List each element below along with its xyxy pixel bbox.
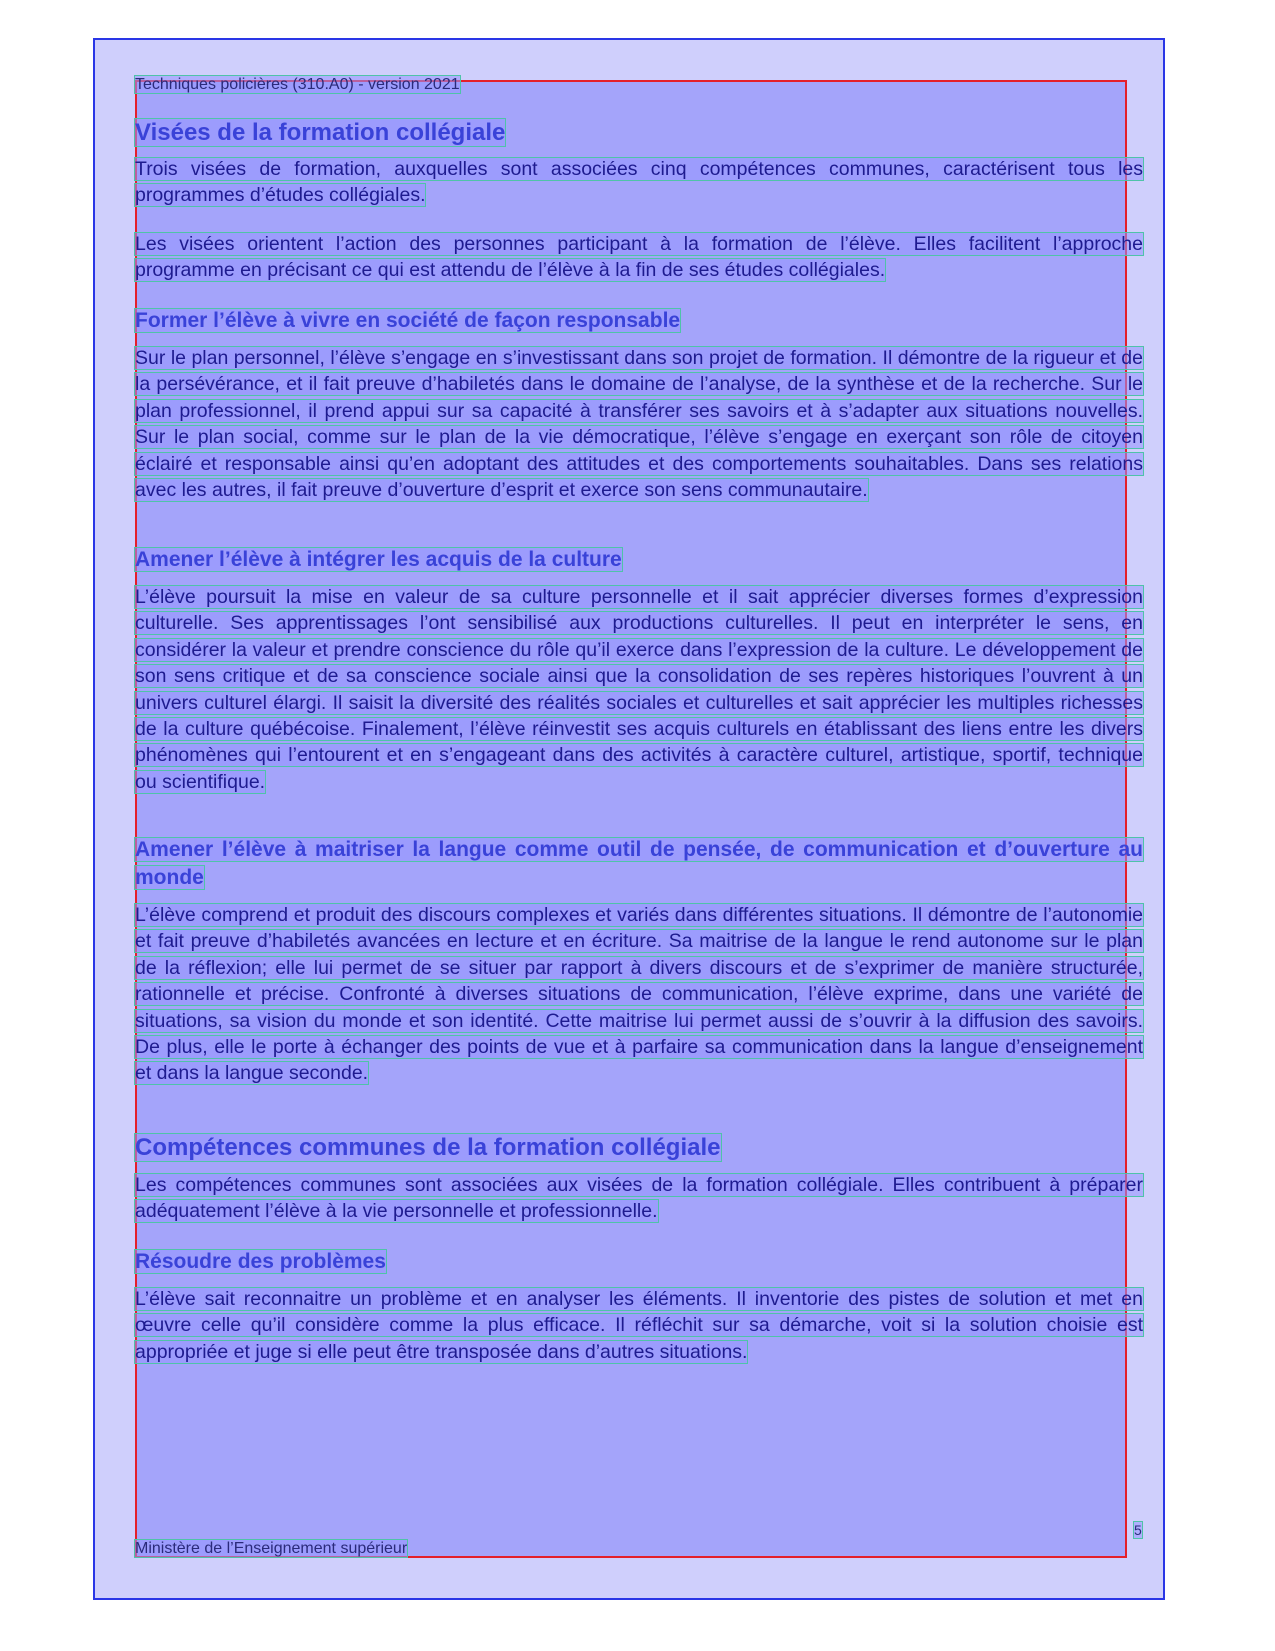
visees-paragraph-1: Trois visées de formation, auxquelles sont associées cinq compétences communes, caractérisent tous les programmes d’études collégiales. [135,158,1143,207]
culture-paragraph: L’élève poursuit la mise en valeur de sa culture personnelle et il sait apprécier diverses formes d’expression culturelle. Ses apprentissages l’ont sensibilisé aux productions culturelles. Il peut en interpréter le sens, en considérer la valeur et prendre conscience du rôle qu’il exerce dans l’expression de la culture. Le développement de son sens critique et de sa conscience sociale ainsi que la consolidation de ses repères historiques l’ouvrent à un univers culturel élargi. Il saisit la diversité des réalités sociales et culturelles et sait apprécier les multiples richesses de la culture québécoise. Finalement, l’élève réinvestit ses acquis culturels en établissant des liens entre les divers phénomènes qui l’entourent et en s’engageant dans des activités à caractère culturel, artistique, sportif, technique ou scientifique. [135,586,1143,793]
competences-heading: Compétences communes de la formation collégiale [135,1134,721,1161]
running-header: Techniques policières (310.A0) - version 2021 [135,76,460,93]
visees-heading: Visées de la formation collégiale [135,119,506,146]
visees-paragraph-2: Les visées orientent l’action des personnes participant à la formation de l’élève. Elles facilitent l’approche programme en précisant ce qui est attendu de l’élève à la fin de ses études collégiales. [135,233,1143,282]
resoudre-heading: Résoudre des problèmes [135,1250,386,1273]
former-paragraph: Sur le plan personnel, l’élève s’engage en s’investissant dans son projet de formation. Il démontre de la rigueur et de la persévérance, et il fait preuve d’habiletés dans le domaine de l’analyse, de la synthèse et de la recherche. Sur le plan professionnel, il prend appui sur sa capacité à transférer ses savoirs et à s’adapter aux situations nouvelles. Sur le plan social, comme sur le plan de la vie démocratique, l’élève s’engage en exerçant son rôle de citoyen éclairé et responsable ainsi qu’en adoptant des attitudes et des comportements souhaitables. Dans ses relations avec les autres, il fait preuve d’ouverture d’esprit et exerce son sens communautaire. [135,347,1143,502]
page-number: 5 [1134,1522,1142,1538]
langue-heading: Amener l’élève à maitriser la langue comme outil de pensée, de communication et d’ouverture au monde [135,838,1143,889]
running-footer: Ministère de l’Enseignement supérieur [135,1540,408,1557]
competences-paragraph: Les compétences communes sont associées aux visées de la formation collégiale. Elles contribuent à préparer adéquatement l’élève à la vie personnelle et professionnelle. [135,1174,1143,1223]
resoudre-paragraph: L’élève sait reconnaitre un problème et en analyser les éléments. Il inventorie des pistes de solution et met en œuvre celle qu’il considère comme la plus efficace. Il réfléchit sur sa démarche, voit si la solution choisie est appropriée et juge si elle peut être transposée dans d’autres situations. [135,1288,1143,1363]
langue-paragraph: L’élève comprend et produit des discours complexes et variés dans différentes situations. Il démontre de l’autonomie et fait preuve d’habiletés avancées en lecture et en écriture. Sa maitrise de la langue le rend autonome sur le plan de la réflexion; elle lui permet de se situer par rapport à divers discours et de s’exprimer de manière structurée, rationnelle et précise. Confronté à diverses situations de communication, l’élève exprime, dans une variété de situations, sa vision du monde et son identité. Cette maitrise lui permet aussi de s’ouvrir à la diffusion des savoirs. De plus, elle le porte à échanger des points de vue et à parfaire sa communication dans la langue d’enseignement et dans la langue seconde. [135,904,1143,1085]
former-heading: Former l’élève à vivre en société de façon responsable [135,309,681,332]
culture-heading: Amener l’élève à intégrer les acquis de la culture [135,548,622,571]
